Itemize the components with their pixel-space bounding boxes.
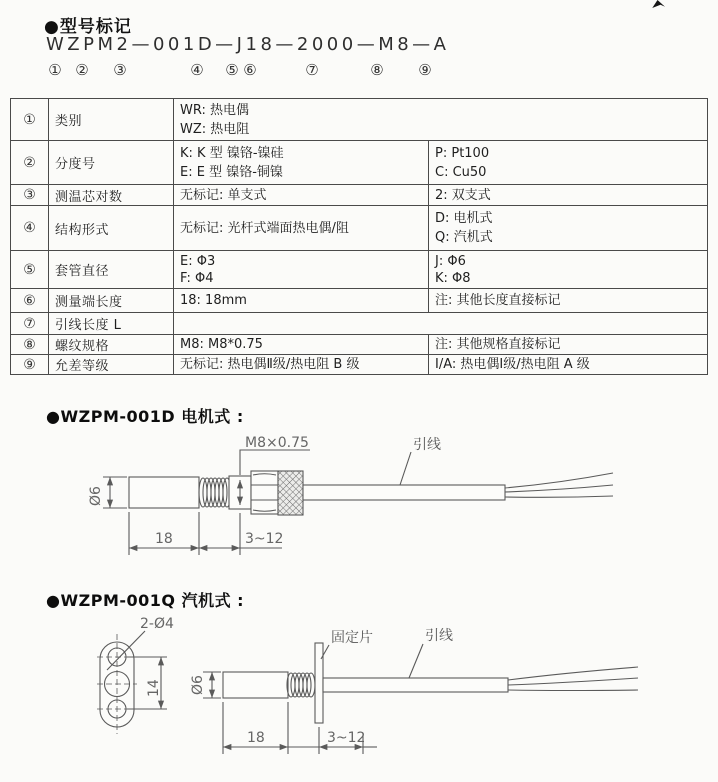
page-title: ●型号标记 xyxy=(44,17,132,37)
diagram-q-heading: ●WZPM-001Q 汽机式 : xyxy=(46,591,245,610)
table-row xyxy=(11,206,708,251)
mounting-holes-label: 2-Ø4 xyxy=(140,616,174,632)
probe-length-dim: 18 xyxy=(155,531,173,547)
table-row xyxy=(11,313,708,335)
lead-wire-label: 引线 xyxy=(425,628,453,644)
knurled-bushing xyxy=(278,471,303,515)
row-num: ⑥ xyxy=(11,289,49,313)
row-label: 允差等级 xyxy=(49,355,174,375)
plate-range-dim: 3~12 xyxy=(327,730,366,746)
marker-2: ② xyxy=(75,61,89,79)
marker-9: ⑨ xyxy=(418,61,432,79)
marker-6: ⑥ xyxy=(243,61,257,79)
lead-wires xyxy=(508,667,638,691)
lead-wire-label: 引线 xyxy=(413,437,441,453)
row-num: ② xyxy=(11,141,49,185)
spec-table xyxy=(10,98,708,375)
marker-1: ① xyxy=(48,61,62,79)
lead-leader-line xyxy=(400,452,411,485)
diameter-dim xyxy=(103,477,127,508)
probe-diameter-label: Ø6 xyxy=(190,675,206,695)
row-value-left: 18: 18mm xyxy=(174,289,429,313)
probe-diameter-label: Ø6 xyxy=(88,486,104,506)
sensor-side-view xyxy=(203,643,638,754)
row-value-left: 无标记: 热电偶Ⅱ级/热电阻 B 级 xyxy=(174,355,429,375)
length-dims xyxy=(223,702,377,754)
marker-5: ⑤ xyxy=(225,61,239,79)
model-code: WZPM2—001D—J18—2000—M8—A xyxy=(46,34,450,55)
row-value-left: 无标记: 单支式 xyxy=(174,185,429,206)
table-row xyxy=(11,289,708,313)
hole-pitch-dim: 14 xyxy=(146,679,162,697)
table-row xyxy=(11,185,708,206)
wzpm-001q-diagram xyxy=(85,612,655,772)
probe-body xyxy=(129,477,199,508)
probe-body xyxy=(223,672,288,698)
lead-leader-line xyxy=(409,644,423,678)
scan-artifact-mark xyxy=(650,0,665,8)
marker-7: ⑦ xyxy=(305,61,319,79)
row-value-left: 无标记: 光杆式端面热电偶/阻 xyxy=(174,206,429,251)
table-row xyxy=(11,335,708,355)
row-value-right: 注: 其他长度直接标记 xyxy=(429,289,708,313)
lead-cable xyxy=(303,485,505,500)
table-row xyxy=(11,355,708,375)
row-value-right: J: Φ6 K: Φ8 xyxy=(429,251,708,289)
lead-cable xyxy=(323,678,508,692)
row-label: 类别 xyxy=(49,99,174,141)
row-value-right: D: 电机式 Q: 汽机式 xyxy=(429,206,708,251)
marker-4: ④ xyxy=(190,61,204,79)
row-value-right: P: Pt100 C: Cu50 xyxy=(429,141,708,185)
row-value-right: Ⅰ/A: 热电偶Ⅰ级/热电阻 A 级 xyxy=(429,355,708,375)
hex-nut xyxy=(251,471,278,514)
row-value-right: 2: 双支式 xyxy=(429,185,708,206)
table-row xyxy=(11,141,708,185)
row-value: WR: 热电偶 WZ: 热电阻 xyxy=(174,99,708,141)
diagram-d-heading: ●WZPM-001D 电机式 : xyxy=(46,407,244,426)
fixing-plate-label: 固定片 xyxy=(331,630,373,646)
row-value-left: E: Φ3 F: Φ4 xyxy=(174,251,429,289)
fixing-plate xyxy=(315,643,323,723)
row-value-left: K: K 型 镍铬-镍硅 E: E 型 镍铬-铜镍 xyxy=(174,141,429,185)
row-num: ⑨ xyxy=(11,355,49,375)
row-value-left: M8: M8*0.75 xyxy=(174,335,429,355)
row-label: 测量端长度 xyxy=(49,289,174,313)
row-value xyxy=(174,313,708,335)
probe-length-dim: 18 xyxy=(247,730,265,746)
row-label: 螺纹规格 xyxy=(49,335,174,355)
spring-section xyxy=(287,673,315,697)
wzpm-001d-diagram xyxy=(70,428,630,563)
table-row xyxy=(11,99,708,141)
row-num: ⑧ xyxy=(11,335,49,355)
row-num: ⑤ xyxy=(11,251,49,289)
thread-spec-label: M8×0.75 xyxy=(245,435,309,451)
marker-3: ③ xyxy=(113,61,127,79)
row-num: ④ xyxy=(11,206,49,251)
row-value-right: 注: 其他规格直接标记 xyxy=(429,335,708,355)
row-label: 测温芯对数 xyxy=(49,185,174,206)
model-digit-markers xyxy=(0,61,718,81)
spring-section xyxy=(199,478,231,507)
row-num: ③ xyxy=(11,185,49,206)
row-label: 结构形式 xyxy=(49,206,174,251)
table-row xyxy=(11,251,708,289)
row-label: 分度号 xyxy=(49,141,174,185)
row-num: ⑦ xyxy=(11,313,49,335)
row-label: 引线长度 L xyxy=(49,313,174,335)
sensor-side-view xyxy=(103,450,613,555)
row-num: ① xyxy=(11,99,49,141)
lead-wires xyxy=(505,473,613,497)
thread-range-dim: 3~12 xyxy=(245,531,284,547)
row-label: 套管直径 xyxy=(49,251,174,289)
marker-8: ⑧ xyxy=(370,61,384,79)
